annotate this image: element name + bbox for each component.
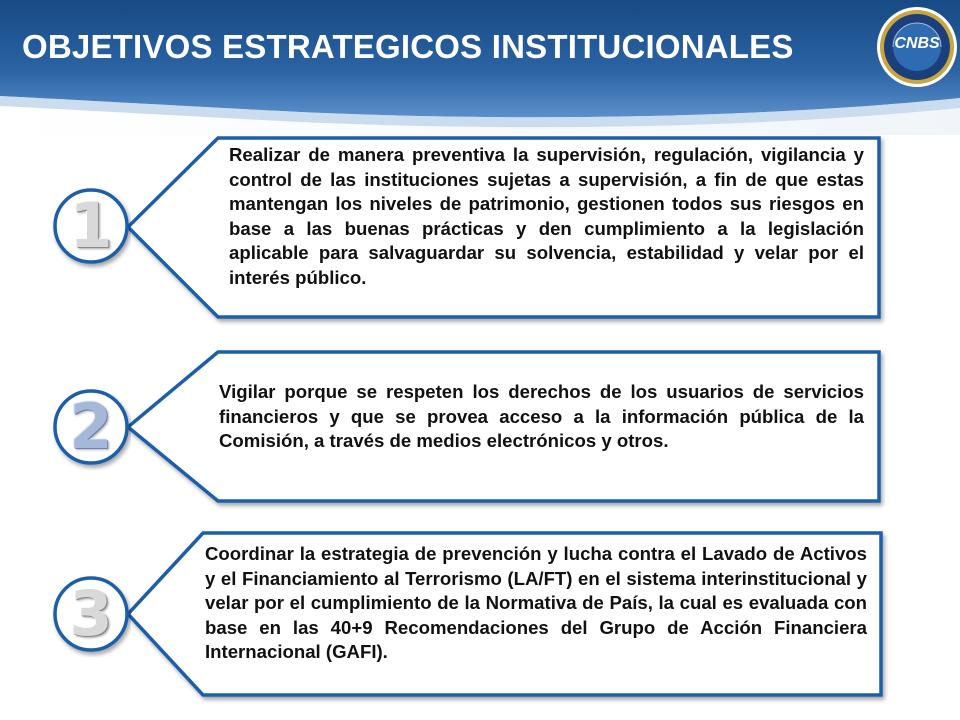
logo-text: CNBS — [894, 35, 940, 52]
objective-number-3-label: 3 — [69, 577, 113, 650]
objective-text-1: Realizar de manera preventiva la supervisión, regulación, vigilancia y control de las instituciones sujetas a supervisión, a fin de que estas mantengan los niveles de patrimonio, gestionen todos sus riesgos en base a las buenas prácticas y den cumplimiento a la legislación aplicable para salvaguardar su solvencia, estabilidad y velar por el interés público. — [229, 144, 864, 288]
objective-number-1-label: 1 — [69, 189, 113, 262]
objective-number-3 — [54, 577, 128, 651]
objective-number-2 — [54, 390, 128, 464]
page-title: OBJETIVOS ESTRATEGICOS INSTITUCIONALES — [22, 28, 794, 65]
objective-text-2: Vigilar porque se respeten los derechos de los usuarios de servicios financieros y que se provea acceso a la información pública de la Comisión, a través de medios electrónicos y otros. — [219, 381, 864, 451]
objective-number-1 — [54, 189, 128, 263]
objective-number-2-label: 2 — [69, 390, 113, 463]
objective-text-3: Coordinar la estrategia de prevención y lucha contra el Lavado de Activos y el Financiamiento al Terrorismo (LA/FT) en el sistema interinstitucional y velar por el cumplimiento de la Normativa de País, la cual es evaluada con base en las 40+9 Recomendaciones del Grupo de Acción Financiera Internacional (GAFI). — [205, 543, 867, 662]
